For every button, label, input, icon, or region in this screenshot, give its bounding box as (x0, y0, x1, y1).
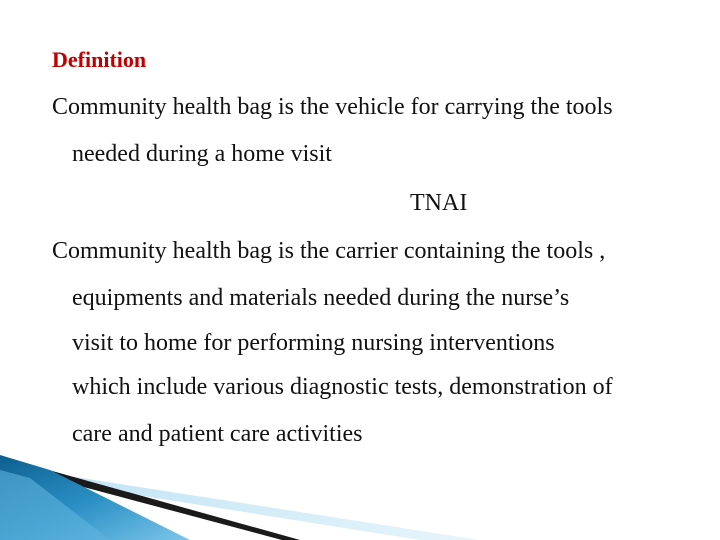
definition-2-line-2: equipments and materials needed during the nurse’s (72, 285, 570, 311)
definition-heading: Definition (52, 47, 147, 72)
definition-1-line-1: Community health bag is the vehicle for carrying the tools (52, 94, 613, 120)
definition-1-line-2: needed during a home visit (72, 141, 332, 167)
attribution-source: TNAI (410, 190, 468, 216)
definition-2-line-3: visit to home for performing nursing interventions (72, 330, 555, 356)
definition-2-line-5: care and patient care activities (72, 421, 363, 447)
definition-2-line-1: Community health bag is the carrier containing the tools , (52, 238, 606, 264)
definition-2-line-4: which include various diagnostic tests, demonstration of (72, 374, 613, 400)
